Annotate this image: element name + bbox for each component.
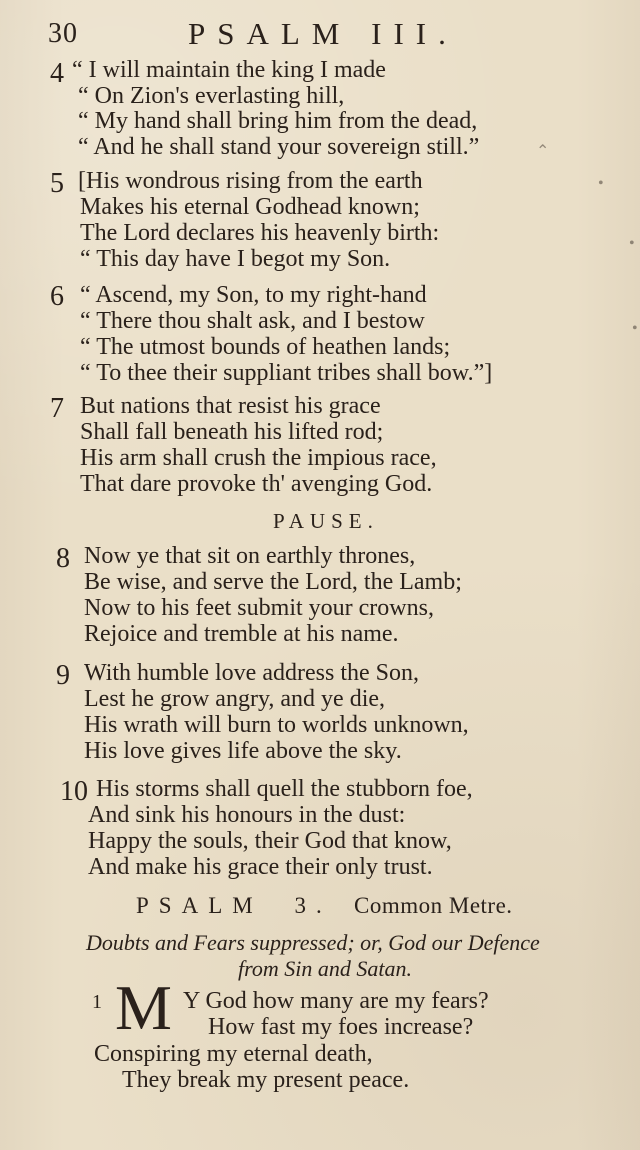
next-psalm-line: They break my present peace. [122, 1067, 410, 1093]
next-psalm-heading [136, 893, 332, 919]
paper-mark: ⌃ [536, 143, 550, 160]
stanza-line: “ The utmost bounds of heathen lands; [80, 334, 451, 360]
stanza-line: Now ye that sit on earthly thrones, [84, 543, 416, 569]
next-psalm-heading-label: PSALM [136, 893, 263, 918]
next-psalm-subtitle-line1: Doubts and Fears suppressed; or, God our Defence [86, 930, 540, 955]
next-psalm-stanza-number: 1 [92, 991, 102, 1013]
page-number: 30 [48, 18, 78, 49]
stanza-line: “ And he shall stand your sovereign still.” [78, 134, 480, 160]
stanza-line: “ On Zion's everlasting hill, [78, 83, 345, 109]
stanza-line: Shall fall beneath his lifted rod; [80, 419, 384, 445]
stanza-line: “ There thou shalt ask, and I bestow [80, 308, 425, 334]
stanza-line: But nations that resist his grace [80, 393, 381, 419]
next-psalm-metre: Common Metre. [354, 893, 513, 918]
stanza-number: 7 [50, 393, 64, 424]
paper-dot: • [632, 320, 638, 337]
pause-heading: PAUSE. [273, 509, 379, 533]
stanza-line: Lest he grow angry, and ye die, [84, 686, 386, 712]
stanza-line: His storms shall quell the stubborn foe, [96, 776, 473, 802]
stanza-line: Rejoice and tremble at his name. [84, 621, 399, 647]
stanza-number: 6 [50, 281, 64, 312]
stanza-line: Makes his eternal Godhead known; [80, 194, 420, 220]
next-psalm-line: Conspiring my eternal death, [94, 1041, 373, 1067]
paper-dot: • [598, 175, 604, 192]
stanza-number: 4 [50, 58, 64, 89]
page-title: PSALM III. [188, 16, 458, 51]
stanza-line: “ Ascend, my Son, to my right-hand [80, 282, 427, 308]
stanza-number: 8 [56, 543, 70, 574]
stanza-line: With humble love address the Son, [84, 660, 419, 686]
paper-dot: • [629, 235, 635, 252]
stanza-line: His love gives life above the sky. [84, 738, 402, 764]
stanza-number: 9 [56, 660, 70, 691]
stanza-line: “ I will maintain the king I made [72, 57, 386, 83]
next-psalm-line: How fast my foes increase? [208, 1014, 474, 1040]
stanza-line: “ To thee their suppliant tribes shall bow.”] [80, 360, 493, 386]
stanza-line: “ This day have I begot my Son. [80, 246, 391, 272]
stanza-line: “ My hand shall bring him from the dead, [78, 108, 478, 134]
stanza-line: That dare provoke th' avenging God. [80, 471, 433, 497]
stanza-line: The Lord declares his heavenly birth: [80, 220, 440, 246]
stanza-line: [His wondrous rising from the earth [78, 168, 423, 194]
stanza-number: 10 [60, 776, 88, 807]
stanza-number: 5 [50, 168, 64, 199]
stanza-line: His arm shall crush the impious race, [80, 445, 437, 471]
stanza-line: And make his grace their only trust. [88, 854, 433, 880]
next-psalm-number: 3. [294, 893, 332, 918]
stanza-line: Now to his feet submit your crowns, [84, 595, 434, 621]
next-psalm-line: Y God how many are my fears? [183, 988, 489, 1014]
stanza-line: And sink his honours in the dust: [88, 802, 406, 828]
stanza-line: Happy the souls, their God that know, [88, 828, 452, 854]
stanza-line: His wrath will burn to worlds unknown, [84, 712, 469, 738]
stanza-line: Be wise, and serve the Lord, the Lamb; [84, 569, 462, 595]
drop-cap: M [115, 972, 172, 1043]
next-psalm-subtitle-line2: from Sin and Satan. [238, 956, 412, 981]
